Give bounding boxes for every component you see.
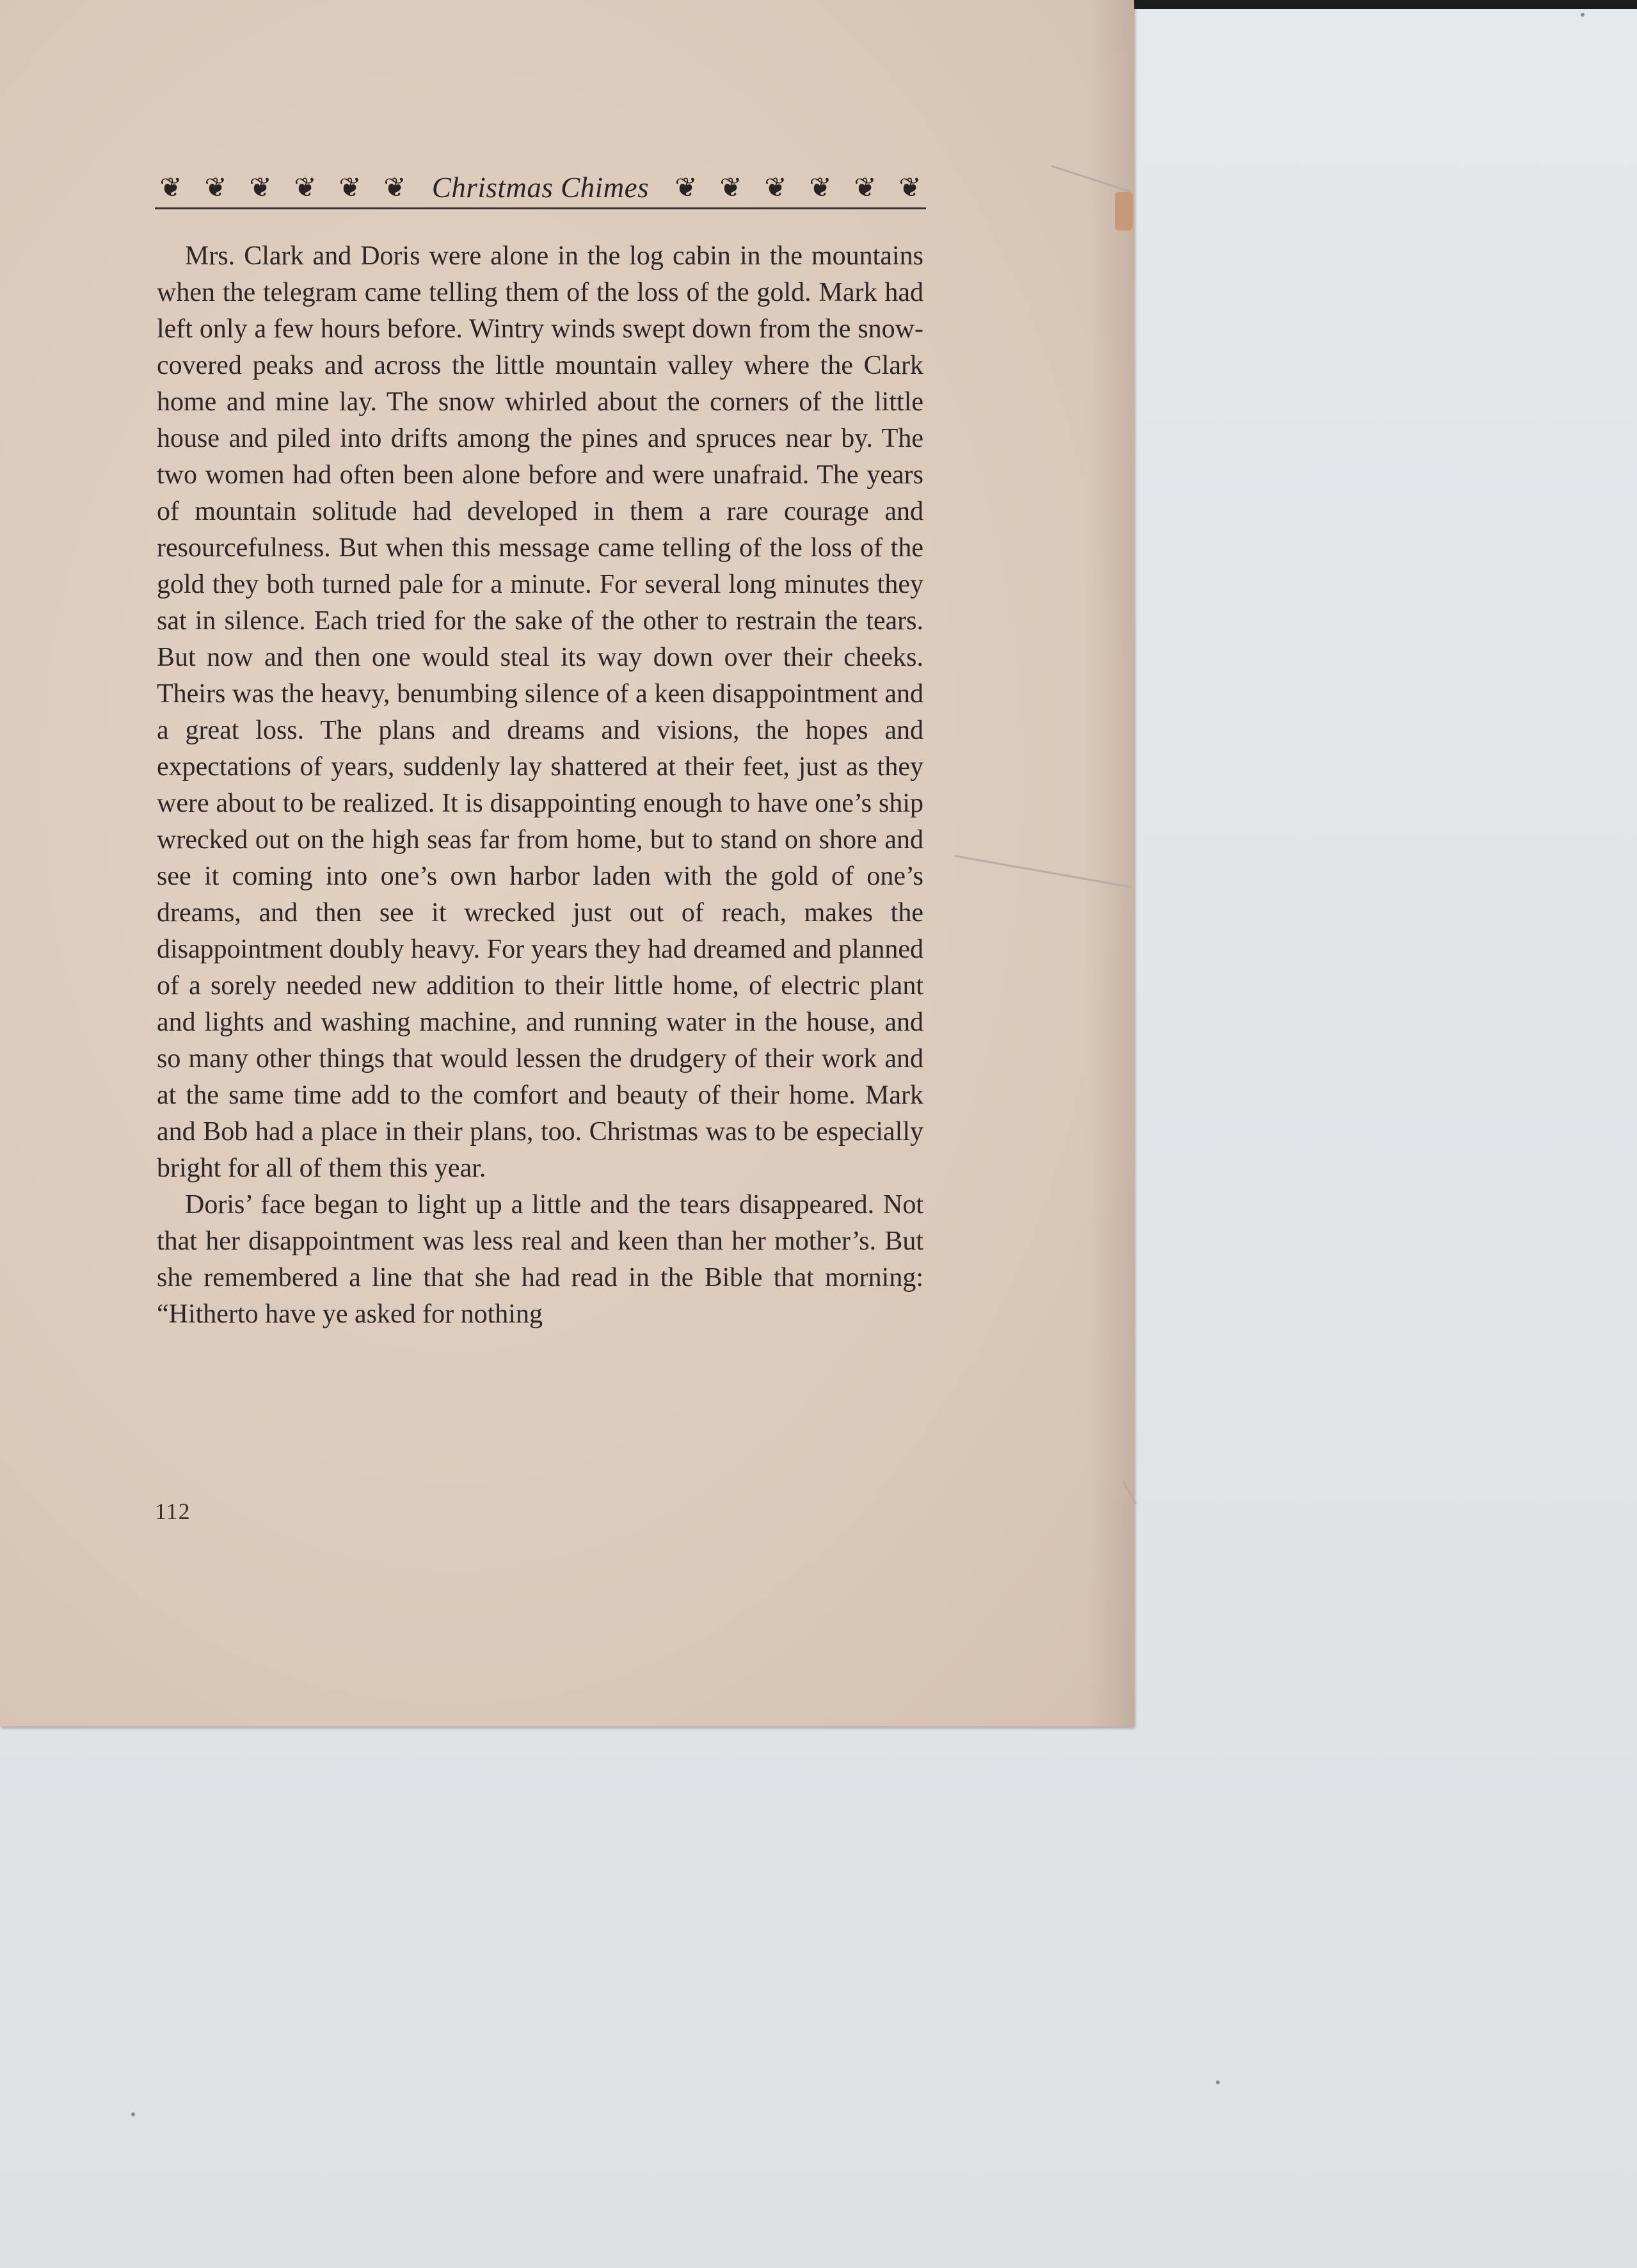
body-text [157,238,923,1333]
fleuron-icon: ❦ [204,172,227,203]
fleuron-icon: ❦ [675,172,698,203]
running-head [155,168,926,209]
dust-speck [1216,2080,1220,2084]
fleuron-icon: ❦ [764,172,787,203]
ornament-row-right [670,172,926,204]
fleuron-icon: ❦ [383,172,406,203]
page-number: 112 [155,1499,191,1524]
fleuron-icon: ❦ [339,172,362,203]
dust-speck [131,2112,135,2116]
paragraph: Doris’ face began to light up a little and the tears disappeared. Not that her disappointment was less real and keen than her mother’s. But she remembered a line that she had read in the Bible that morning: “Hitherto have ye asked for nothing [157,1190,923,1329]
fleuron-icon: ❦ [294,172,317,203]
scanner-lid-edge [1133,0,1637,9]
rust-stain [1115,192,1133,230]
page-edge-shadow [1088,0,1134,1726]
paragraph: Mrs. Clark and Doris were alone in the log cabin in the mountains when the telegram came telling them of the loss of the gold. Mark had left only a few hours before. Wintry winds swept down from the snow-covered peaks and across the little mountain valley where the Clark home and mine lay. The snow whirled about the corners of the little house and piled into drifts among the pines and spruces near by. The two women had often been alone before and were unafraid. The years of mountain solitude had developed in them a rare courage and resourcefulness. But when this message came telling of the loss of the gold they both turned pale for a minute. For several long minutes they sat in silence. Each tried for the sake of the other to restrain the tears. But now and then one would steal its way down over their cheeks. Theirs was the heavy, benumbing silence of a keen disappointment and a great loss. The plans and dreams and visions, the hopes and expectations of years, suddenly lay shattered at their feet, just as they were about to be realized. It is disappointing enough to have one’s ship wrecked out on the high seas far from home, but to stand on shore and see it coming into one’s own harbor laden with the gold of one’s dreams, and then see it wrecked just out of reach, makes the disappointment doubly heavy. For years they had dreamed and planned of a sorely needed new addition to their little home, of electric plant and lights and washing machine, and running water in the house, and so many other things that would lessen the drudgery of their work and at the same time add to the comfort and beauty of their home. Mark and Bob had a place in their plans, too. Christmas was to be especially bright for all of them this year. [157,241,923,1183]
fleuron-icon: ❦ [159,172,182,203]
fleuron-icon: ❦ [854,172,877,203]
fleuron-icon: ❦ [719,172,742,203]
fleuron-icon: ❦ [249,172,272,203]
running-head-title: Christmas Chimes [431,172,650,204]
ornament-row-left [155,172,411,204]
fleuron-icon: ❦ [809,172,832,203]
fleuron-icon: ❦ [898,172,922,203]
dust-speck [1581,13,1585,17]
